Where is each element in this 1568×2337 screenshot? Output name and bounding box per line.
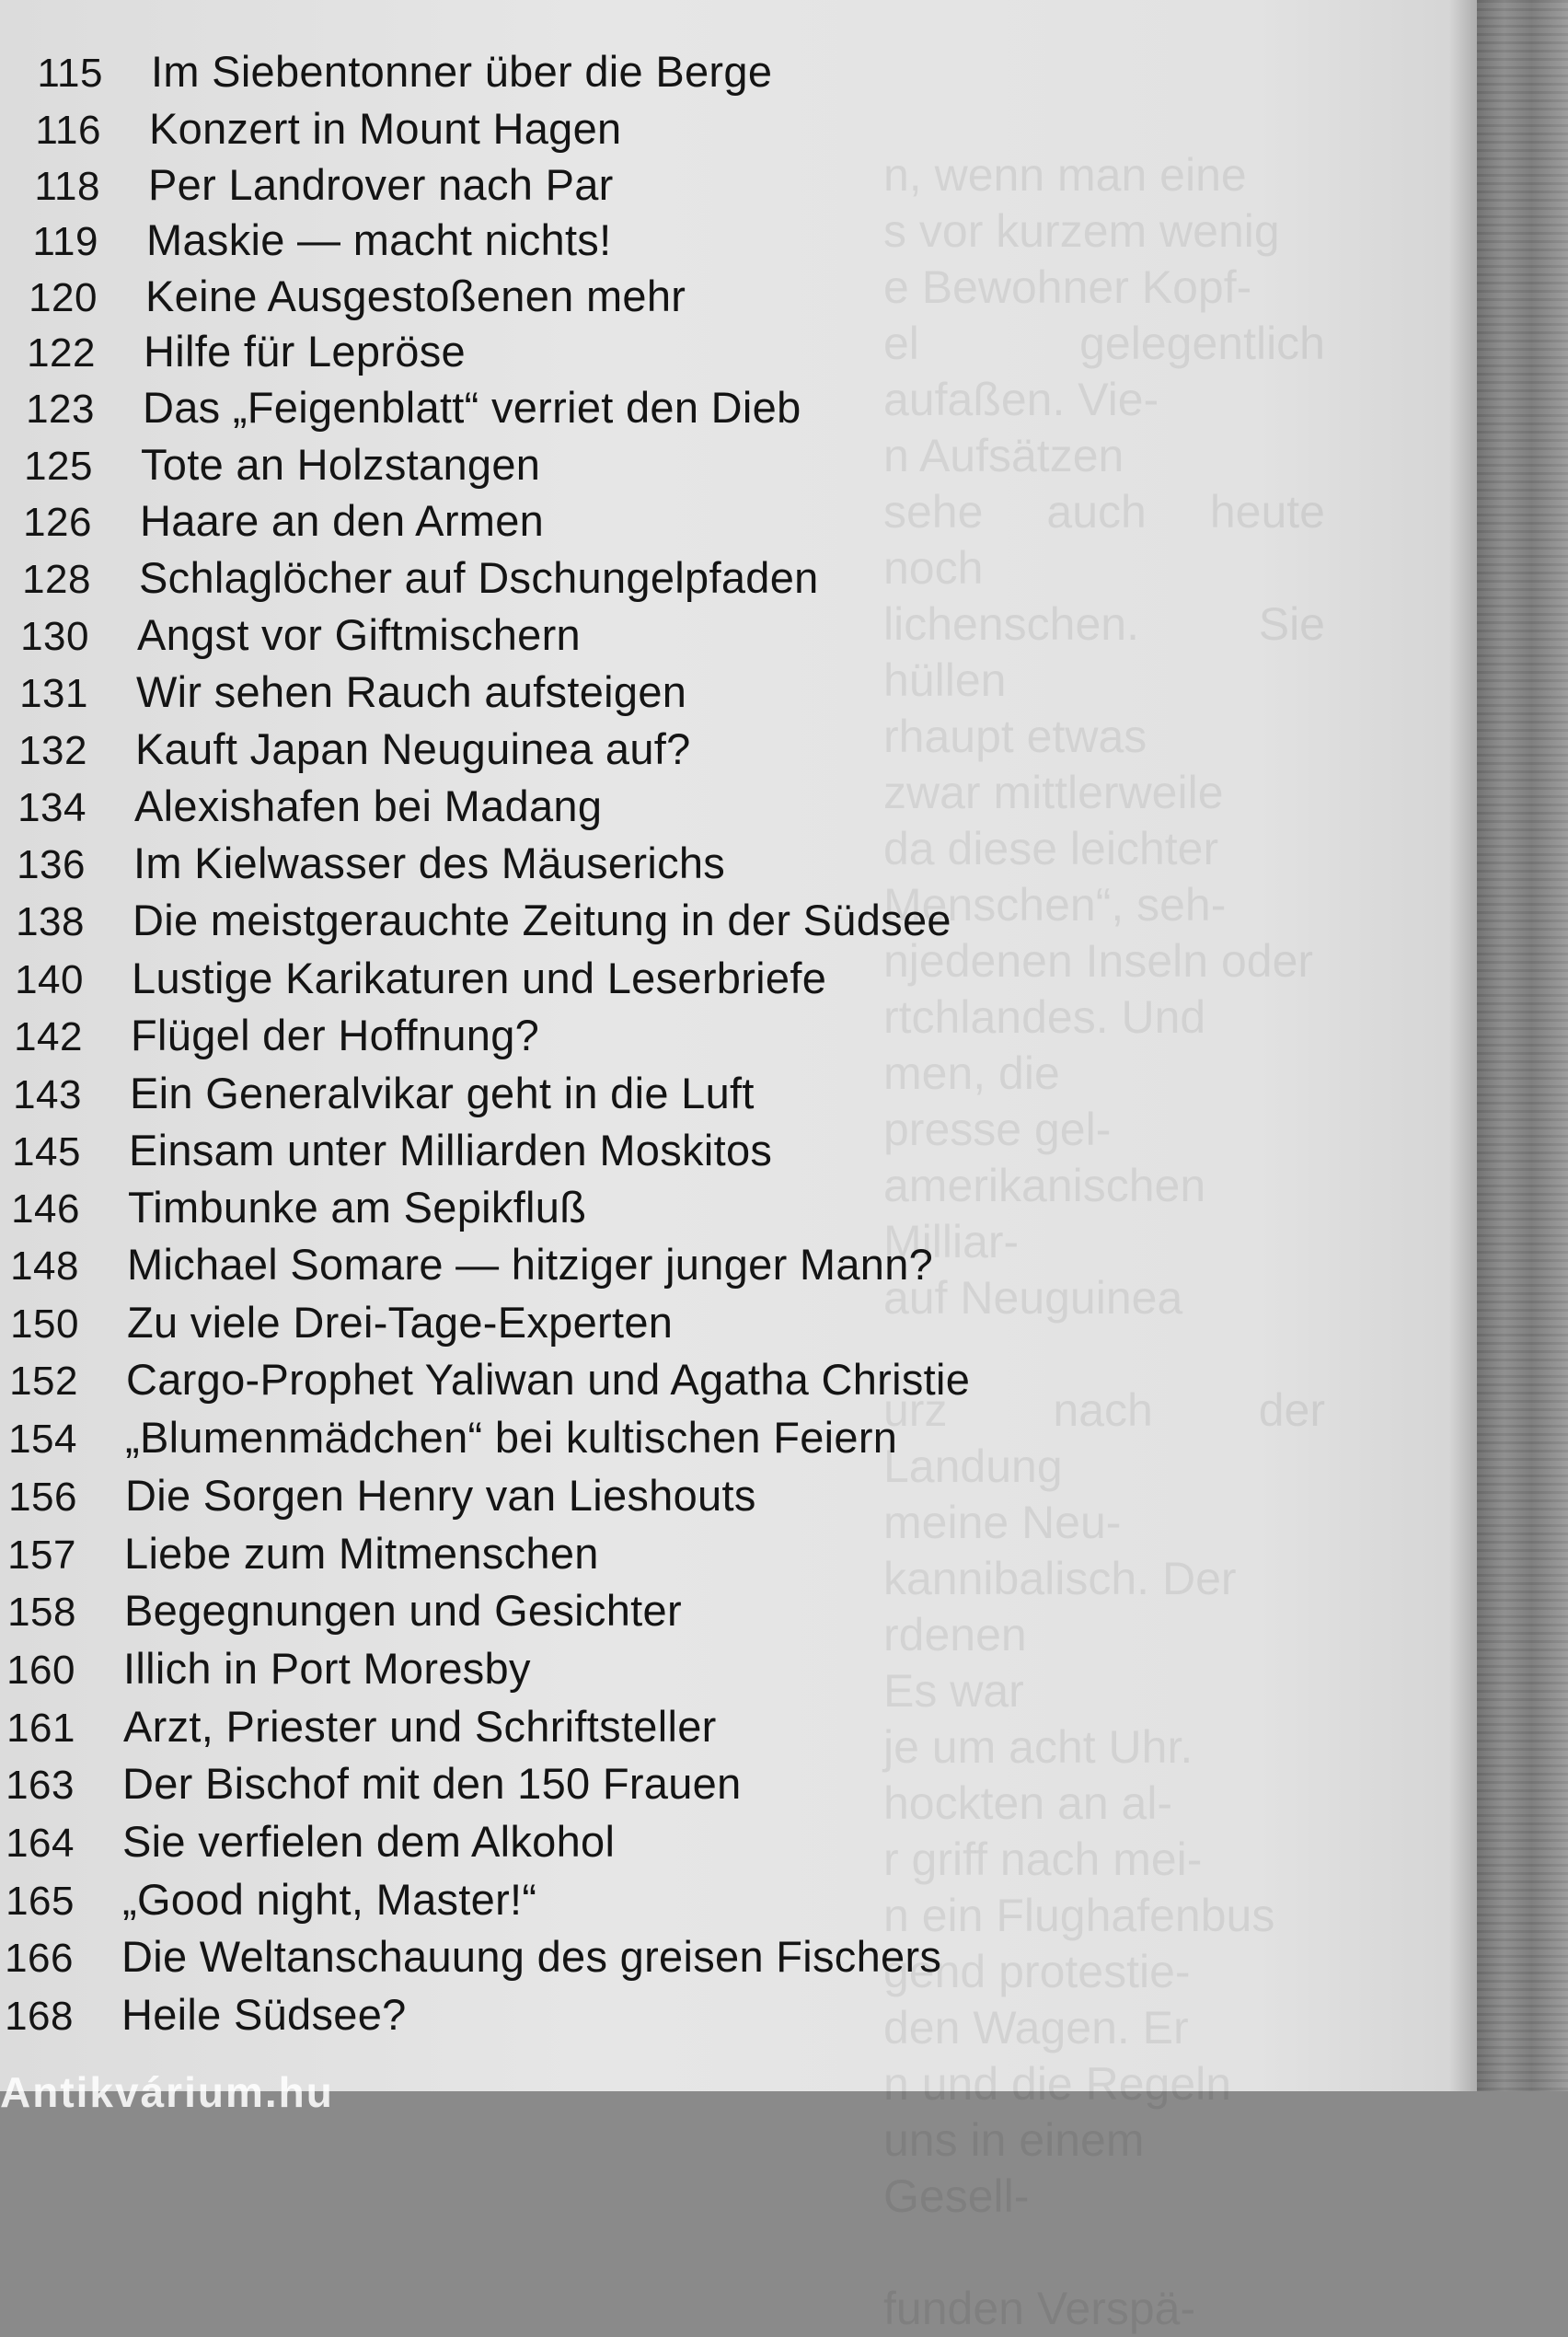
toc-entry <box>0 1816 615 1871</box>
toc-entry <box>0 495 544 550</box>
toc-entry <box>0 1297 673 1352</box>
toc-title: Flügel der Hoffnung? <box>131 1011 540 1059</box>
toc-page-number: 148 <box>10 1244 79 1289</box>
toc-entry <box>0 895 951 950</box>
toc-entry <box>0 666 686 722</box>
toc-page-number: 136 <box>17 842 86 887</box>
toc-page-number: 145 <box>12 1129 81 1174</box>
toc-page-number: 115 <box>37 51 103 96</box>
toc-title: Zu viele Drei-Tage-Experten <box>127 1298 674 1347</box>
toc-title: Michael Somare — hitziger junger Mann? <box>127 1240 934 1289</box>
toc-entry <box>0 1528 599 1583</box>
toc-entry <box>0 1068 755 1123</box>
toc-page-number: 152 <box>9 1359 78 1404</box>
toc-title: Einsam unter Milliarden Moskitos <box>129 1126 773 1174</box>
toc-title: Kauft Japan Neuguinea auf? <box>135 724 691 773</box>
toc-page-number: 120 <box>29 275 98 320</box>
toc-title: Illich in Port Moresby <box>123 1644 531 1693</box>
toc-page-number: 130 <box>20 614 89 659</box>
toc-title: Sie verfielen dem Alkohol <box>122 1817 616 1866</box>
toc-title: Heile Südsee? <box>121 1990 407 2039</box>
toc-page-number: 134 <box>17 785 86 830</box>
toc-page-number: 158 <box>7 1590 76 1635</box>
toc-entry <box>0 46 772 101</box>
page-edge-shadow <box>1449 0 1477 2091</box>
toc-entry <box>0 103 621 158</box>
toc-title: Maskie — macht nichts! <box>146 215 612 264</box>
toc-title: Angst vor Giftmischern <box>137 610 581 659</box>
toc-title: Ein Generalvikar geht in die Luft <box>130 1069 755 1117</box>
toc-entry <box>0 439 540 494</box>
toc-page-number: 122 <box>27 330 96 376</box>
toc-title: Im Kielwasser des Mäuserichs <box>133 839 726 887</box>
toc-page-number: 125 <box>24 444 93 489</box>
toc-title: Keine Ausgestoßenen mehr <box>145 272 686 320</box>
toc-page-number: 168 <box>5 1994 74 2039</box>
toc-title: „Blumenmädchen“ bei kultischen Feiern <box>125 1413 898 1462</box>
toc-page-number: 157 <box>7 1533 76 1578</box>
toc-entry <box>0 326 466 381</box>
toc-entry <box>0 1758 742 1813</box>
toc-entry <box>0 1989 407 2044</box>
toc-page-number: 164 <box>6 1821 75 1866</box>
toc-entry <box>0 1585 682 1640</box>
toc-entry <box>0 1643 531 1698</box>
toc-page-number: 119 <box>32 219 98 264</box>
toc-page-number: 116 <box>35 108 101 153</box>
toc-title: Die Sorgen Henry van Lieshouts <box>125 1471 756 1520</box>
toc-page-number: 132 <box>18 728 87 773</box>
page-stack-edge <box>1477 0 1568 2091</box>
toc-entry <box>0 382 801 437</box>
toc-title: Schlaglöcher auf Dschungelpfaden <box>139 553 819 602</box>
toc-title: Alexishafen bei Madang <box>134 781 603 830</box>
toc-entry <box>0 838 725 893</box>
toc-page-number: 128 <box>22 557 91 602</box>
toc-title: „Good night, Master!“ <box>122 1875 537 1924</box>
toc-title: Haare an den Armen <box>140 496 545 545</box>
toc-page-number: 131 <box>19 671 88 716</box>
toc-entry <box>0 1874 536 1929</box>
toc-title: Die Weltanschauung des greisen Fischers <box>121 1932 942 1981</box>
toc-title: Die meistgerauchte Zeitung in der Südsee <box>133 896 951 944</box>
toc-page-number: 123 <box>26 387 95 432</box>
toc-page-number: 154 <box>8 1417 77 1462</box>
toc-entry <box>0 214 611 270</box>
toc-entry <box>0 1125 772 1180</box>
toc-entry <box>0 1701 717 1756</box>
toc-title: Das „Feigenblatt“ verriet den Dieb <box>143 383 801 432</box>
toc-title: Wir sehen Rauch aufsteigen <box>136 667 687 716</box>
toc-entry <box>0 1354 970 1409</box>
toc-entry <box>0 1470 756 1525</box>
toc-page-number: 165 <box>6 1879 75 1924</box>
show-through-text: n, wenn man eine s vor kurzem wenig e Bewohner Kopf- el gelegentlich aufaßen. Vie- n Aufsätzen sehe auch heute noch lichenschen. Sie hüllen rhaupt etwas zwar mittlerweile da diese leichter Menschen“, seh- njedenen Inseln oder rtchlandes. Und men, die presse gel- amerikanischen Milliar- auf Neuguinea urz nach der Landung meine Neu- kannibalisch. Der rdenen Es war je um acht Uhr. hockten an al- r griff nach mei- n ein Flughafenbus gend protestie- den Wagen. Er n und die Regeln uns in einem Gesell- funden Verspä- <box>883 149 1325 2334</box>
toc-page-number: 163 <box>6 1763 75 1808</box>
toc-title: Lustige Karikaturen und Leserbriefe <box>132 954 827 1002</box>
toc-title: Tote an Holzstangen <box>141 440 541 489</box>
toc-title: Per Landrover nach Par <box>148 160 614 209</box>
watermark: Antikvárium.hu <box>0 2068 334 2116</box>
toc-entry <box>0 1931 941 1986</box>
toc-title: Arzt, Priester und Schriftsteller <box>123 1702 717 1751</box>
toc-title: Im Siebentonner über die Berge <box>151 47 773 96</box>
toc-title: Der Bischof mit den 150 Frauen <box>122 1759 742 1808</box>
toc-entry <box>0 552 819 607</box>
toc-title: Liebe zum Mitmenschen <box>124 1529 599 1578</box>
toc-page-number: 150 <box>10 1302 79 1347</box>
toc-title: Begegnungen und Gesichter <box>124 1586 682 1635</box>
toc-title: Timbunke am Sepikfluß <box>128 1183 587 1232</box>
toc-page-number: 156 <box>8 1475 77 1520</box>
toc-page-number: 138 <box>16 899 85 944</box>
toc-page-number: 126 <box>23 500 92 545</box>
toc-entry <box>0 1412 897 1467</box>
toc-entry <box>0 159 614 214</box>
toc-entry <box>0 781 602 836</box>
toc-page-number: 160 <box>6 1648 75 1693</box>
toc-entry <box>0 1239 933 1294</box>
toc-entry <box>0 723 691 779</box>
toc-entry <box>0 609 581 665</box>
toc-page-number: 143 <box>13 1072 82 1117</box>
toc-page-number: 118 <box>34 164 100 209</box>
toc-entry <box>0 1010 539 1065</box>
toc-title: Hilfe für Lepröse <box>144 327 466 376</box>
toc-page-number: 146 <box>11 1186 80 1232</box>
toc-entry <box>0 271 686 326</box>
toc-page-number: 142 <box>14 1014 83 1059</box>
toc-page-number: 140 <box>15 957 84 1002</box>
toc-entry <box>0 1182 586 1237</box>
toc-page-number: 161 <box>6 1706 75 1751</box>
toc-page-number: 166 <box>5 1936 74 1981</box>
toc-title: Konzert in Mount Hagen <box>149 104 622 153</box>
toc-entry <box>0 953 826 1008</box>
toc-title: Cargo-Prophet Yaliwan und Agatha Christie <box>126 1355 971 1404</box>
